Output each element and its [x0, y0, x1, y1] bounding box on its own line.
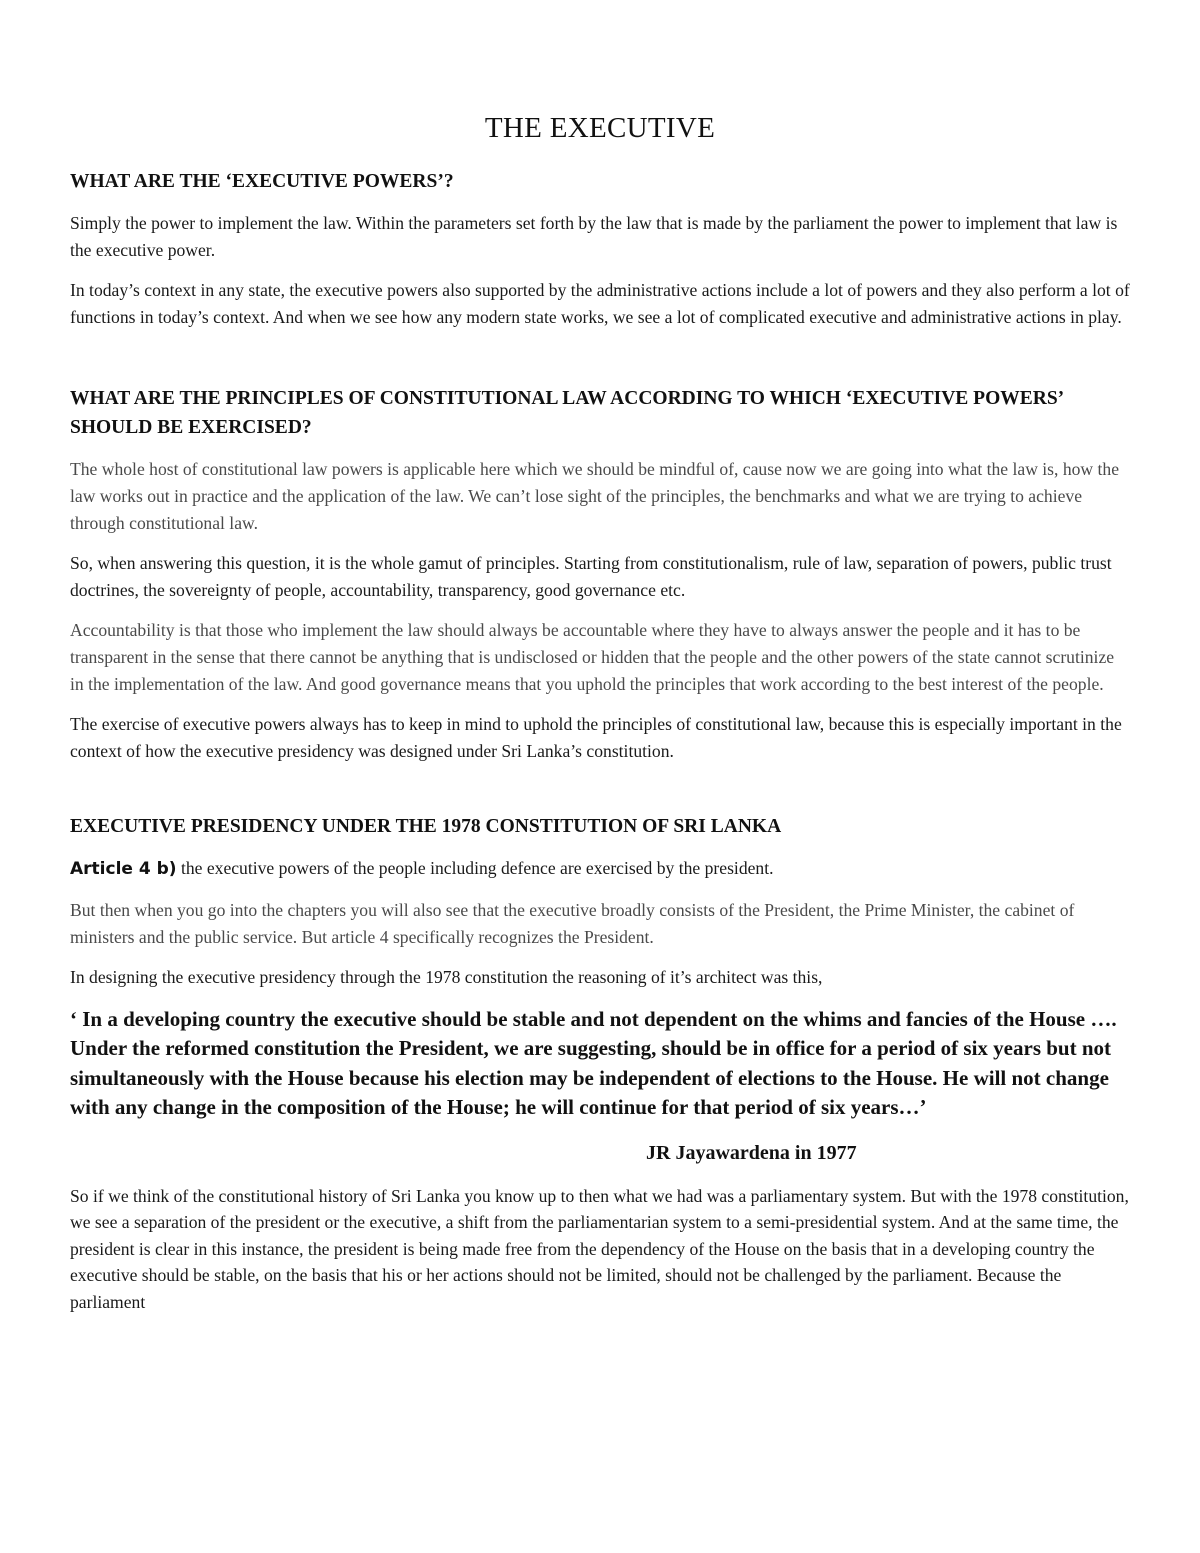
document-page [70, 112, 1130, 1330]
section-executive-presidency [70, 812, 1130, 1315]
section-constitutional-principles [70, 384, 1130, 764]
article-paragraph [70, 855, 1130, 883]
article-text: the executive powers of the people including defence are exercised by the president. [176, 858, 774, 879]
section-executive-powers [70, 167, 1130, 330]
quote-attribution: JR Jayawardena in 1977 [646, 1141, 857, 1164]
paragraph: In designing the executive presidency through the 1978 constitution the reasoning of it’s architect was this, [70, 967, 823, 988]
spacer [70, 344, 1130, 384]
spacer [70, 778, 1130, 812]
paragraph: The whole host of constitutional law powers is applicable here which we should be mindful of, cause now we are going into what the law is, how the law works out in practice and the application of the law. We can’t lose sight of the principles, the benchmarks and what we are trying to achieve through constitutional law. [70, 459, 1120, 533]
section-heading: WHAT ARE THE ‘EXECUTIVE POWERS’? [70, 171, 454, 192]
block-quote: ‘ In a developing country the executive should be stable and not dependent on the whims and fancies of the House …. Under the reformed constitution the President, we are suggesting, should be in office for a period of six years but not simultaneously with the House because his election may be independent of elections to the House. He will not change with any change in the composition of the House; he will continue for that period of six years…’ [70, 1006, 1117, 1120]
document-title: THE EXECUTIVE [484, 112, 716, 144]
paragraph: But then when you go into the chapters you will also see that the executive broadly consists of the President, the Prime Minister, the cabinet of ministers and the public service. But article 4 specifically recognizes the President. [70, 899, 1075, 947]
section-heading: EXECUTIVE PRESIDENCY UNDER THE 1978 CONSTITUTION OF SRI LANKA [70, 816, 782, 838]
paragraph: Simply the power to implement the law. Within the parameters set forth by the law that is made by the parliament the power to implement that law is the executive power. [70, 213, 1118, 260]
paragraph: So if we think of the constitutional history of Sri Lanka you know up to then what we had was a parliamentary system. But with the 1978 constitution, we see a separation of the president or the executive, a shift from the parliamentarian system to a semi-presidential system. And at the same time, the president is clear in this instance, the president is being made free from the dependency of the House on the basis that in a developing country the executive should be stable, on the basis that his or her actions should not be limited, should not be challenged by the parliament. Because the parliament [70, 1185, 1129, 1313]
article-label: Article 4 b) [70, 859, 177, 880]
section-heading: WHAT ARE THE PRINCIPLES OF CONSTITUTIONAL LAW ACCORDING TO WHICH ‘EXECUTIVE POWERS’ SHOULD BE EXERCISED? [70, 388, 1063, 439]
paragraph: So, when answering this question, it is the whole gamut of principles. Starting from constitutionalism, rule of law, separation of powers, public trust doctrines, the sovereignty of people, accountability, transparency, good governance etc. [70, 553, 1112, 600]
paragraph: Accountability is that those who implement the law should always be accountable where they have to always answer the people and it has to be transparent in the sense that there cannot be anything that is undisclosed or hidden that the people and the other powers of the state cannot scrutinize in the implementation of the law. And good governance means that you uphold the principles that work according to the best interest of the people. [70, 620, 1115, 694]
paragraph: In today’s context in any state, the executive powers also supported by the administrative actions include a lot of powers and they also perform a lot of functions in today’s context. And when we see how any modern state works, we see a lot of complicated executive and administrative actions in play. [70, 280, 1130, 327]
paragraph: The exercise of executive powers always has to keep in mind to uphold the principles of constitutional law, because this is especially important in the context of how the executive presidency was designed under Sri Lanka’s constitution. [70, 714, 1122, 761]
